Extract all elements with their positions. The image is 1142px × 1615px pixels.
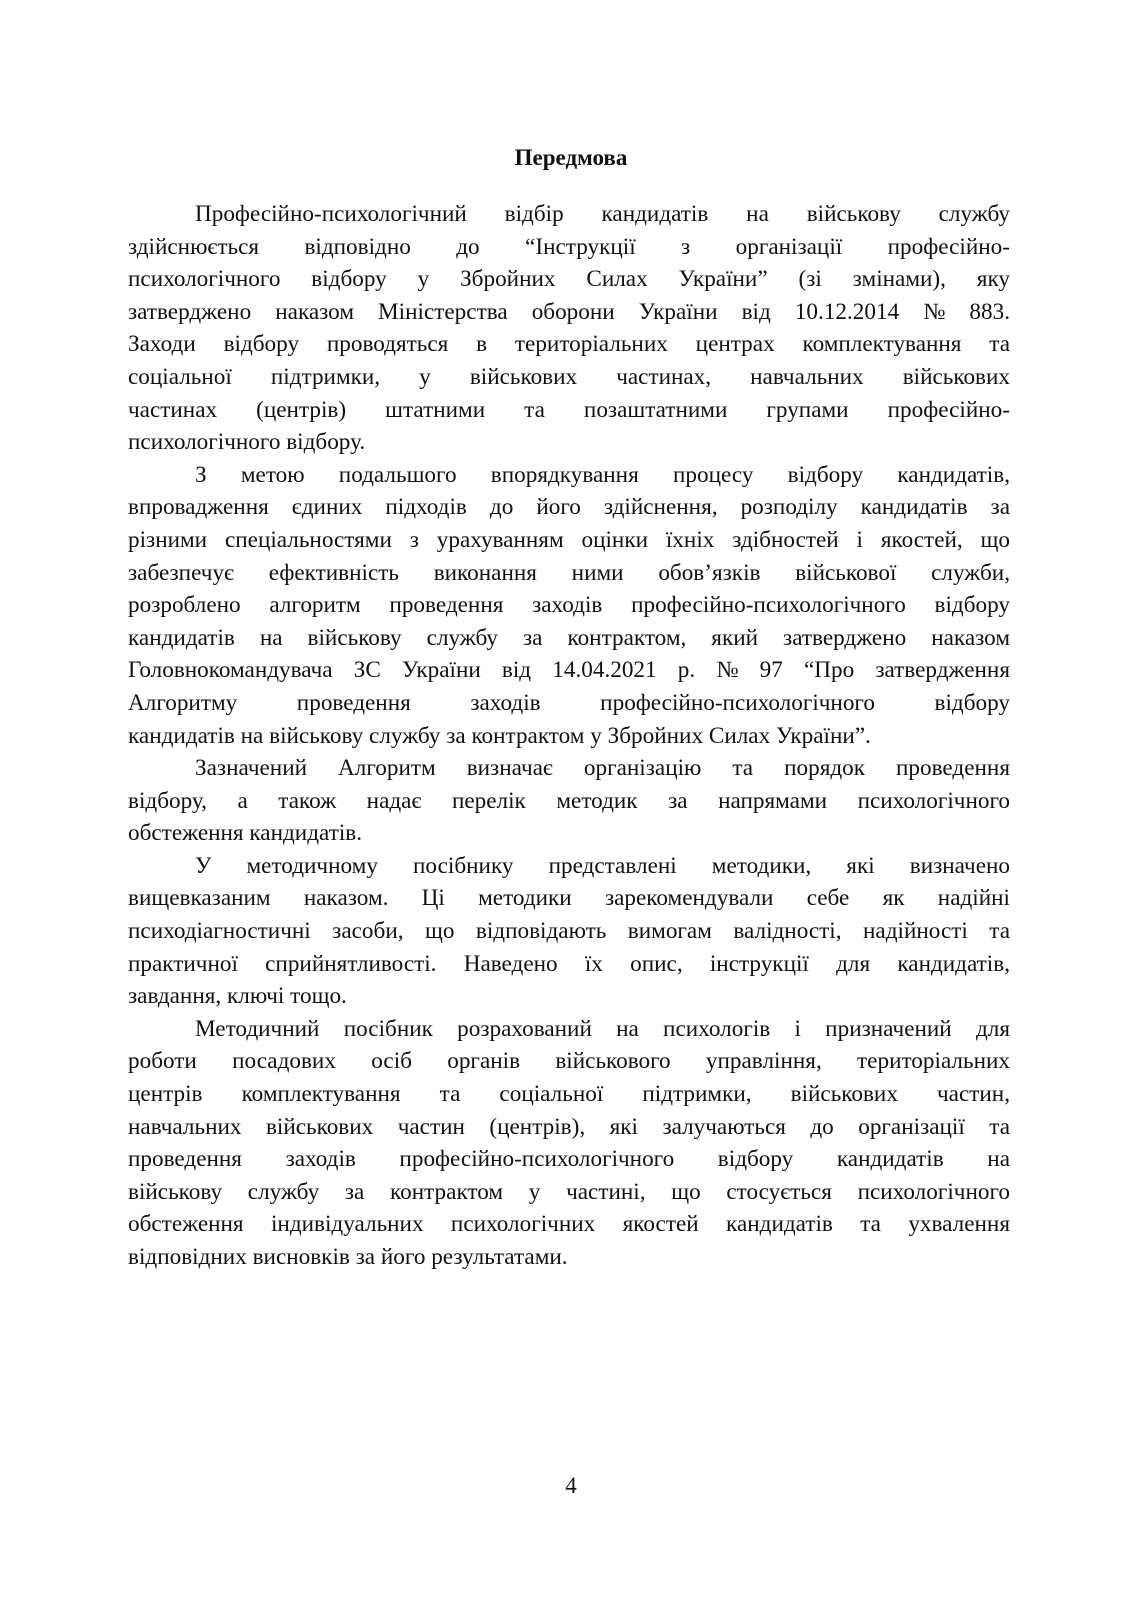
text-line: З метою подальшого впорядкування процесу відбору кандидатів, xyxy=(195,461,1010,488)
text-line: завдання, ключі тощо. xyxy=(128,983,347,1010)
page-number: 4 xyxy=(565,1473,577,1498)
text-line: затверджено наказом Міністерства оборони України від 10.12.2014 № 883. xyxy=(128,298,1010,325)
text-line: роботи посадових осіб органів військового управління, територіальних xyxy=(128,1048,1010,1075)
text-line: навчальних військових частин (центрів), які залучаються до організації та xyxy=(128,1113,1010,1140)
text-line: військову службу за контрактом у частині, що стосується психологічного xyxy=(128,1178,1010,1205)
text-line: Головнокомандувача ЗС України від 14.04.2021 р. № 97 “Про затвердження xyxy=(128,657,1010,684)
text-line: відповідних висновків за його результатами. xyxy=(128,1244,568,1270)
text-line: центрів комплектування та соціальної підтримки, військових частин, xyxy=(128,1081,1010,1108)
document-body xyxy=(128,198,1010,1274)
text-line: Професійно-психологічний відбір кандидатів на військову службу xyxy=(195,201,1010,227)
text-line: відбору, а також надає перелік методик за напрямами психологічного xyxy=(128,787,1010,814)
text-line: обстеження індивідуальних психологічних якостей кандидатів та ухвалення xyxy=(128,1211,1010,1238)
text-line: здійснюється відповідно до “Інструкції з організації професійно- xyxy=(128,233,1010,260)
text-line: психодіагностичні засоби, що відповідають вимогам валідності, надійності та xyxy=(128,918,1010,945)
paragraph xyxy=(128,459,1010,752)
text-line: У методичному посібнику представлені методики, які визначено xyxy=(195,852,1010,879)
text-line: Заходи відбору проводяться в територіальних центрах комплектування та xyxy=(128,331,1010,358)
text-line: проведення заходів професійно-психологічного відбору кандидатів на xyxy=(128,1146,1010,1173)
paragraph xyxy=(128,850,1010,1013)
text-line: забезпечує ефективність виконання ними обов’язків військової служби, xyxy=(128,559,1010,586)
text-line: Алгоритму проведення заходів професійно-психологічного відбору xyxy=(128,689,1010,716)
text-line: кандидатів на військову службу за контрактом у Збройних Силах України”. xyxy=(128,722,871,749)
text-line: психологічного відбору у Збройних Силах України” (зі змінами), яку xyxy=(128,266,1010,293)
text-line: впровадження єдиних підходів до його здійснення, розподілу кандидатів за xyxy=(128,494,1010,521)
text-line: розроблено алгоритм проведення заходів професійно-психологічного відбору xyxy=(128,592,1010,619)
text-line: кандидатів на військову службу за контрактом, який затверджено наказом xyxy=(128,624,1010,651)
text-line: Зазначений Алгоритм визначає організацію та порядок проведення xyxy=(195,755,1010,782)
paragraph xyxy=(128,752,1010,850)
text-line: різними спеціальностями з урахуванням оцінки їхніх здібностей і якостей, що xyxy=(128,526,1010,553)
paragraph xyxy=(128,198,1010,459)
text-line: обстеження кандидатів. xyxy=(128,820,363,847)
text-line: соціальної підтримки, у військових частинах, навчальних військових xyxy=(128,363,1010,390)
text-line: Методичний посібник розрахований на психологів і призначений для xyxy=(195,1015,1010,1042)
text-line: частинах (центрів) штатними та позаштатними групами професійно- xyxy=(128,396,1010,423)
text-line: вищевказаним наказом. Ці методики зарекомендували себе як надійні xyxy=(128,885,1010,912)
page-title: Передмова xyxy=(514,145,628,170)
text-line: практичної сприйнятливості. Наведено їх опис, інструкції для кандидатів, xyxy=(128,950,1010,977)
text-line: психологічного відбору. xyxy=(128,429,366,456)
paragraph xyxy=(128,1013,1010,1274)
